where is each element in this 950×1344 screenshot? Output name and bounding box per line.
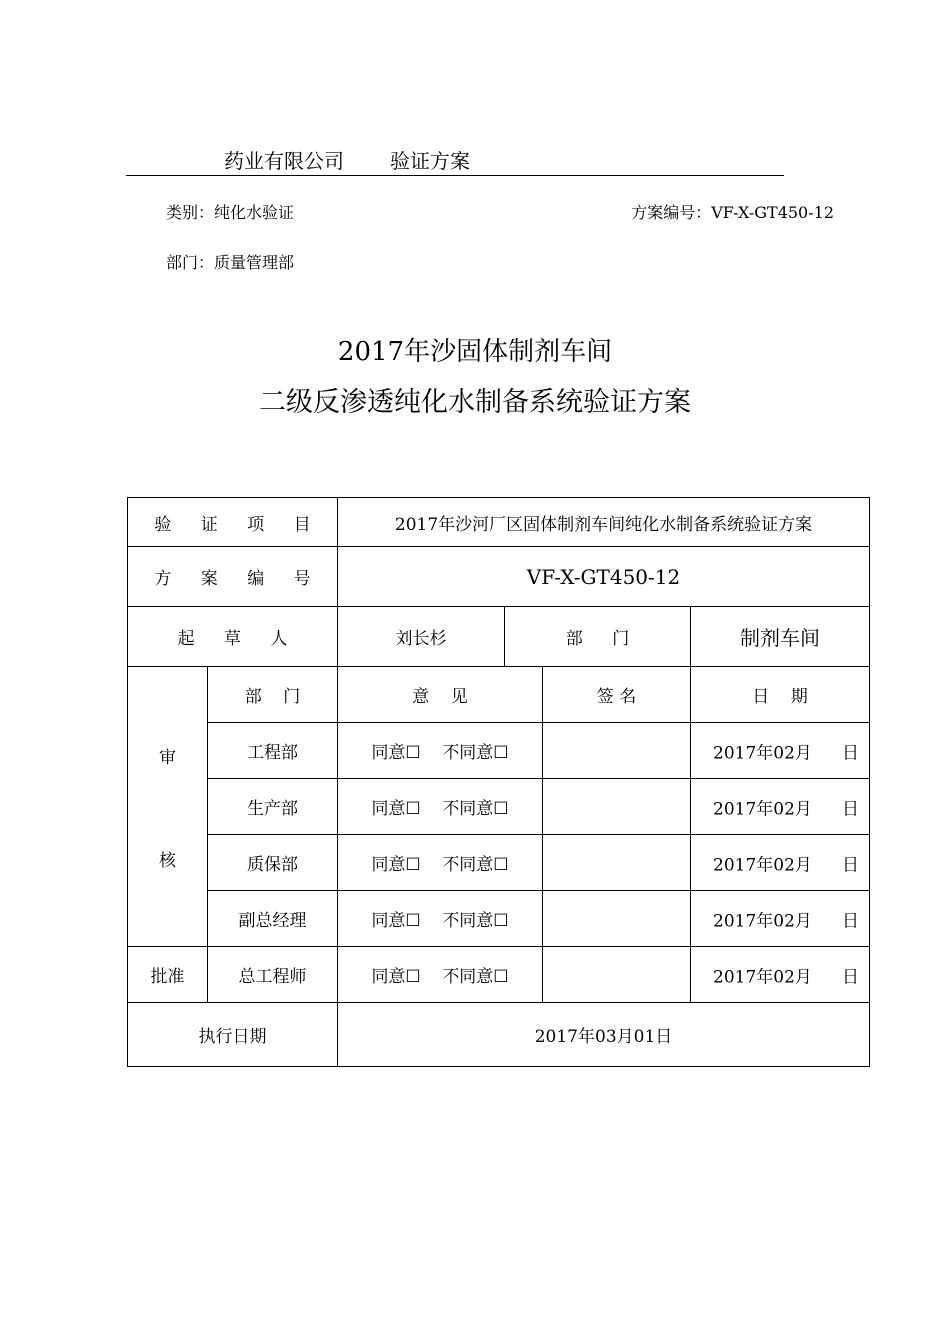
col-header-sign: 签 名	[543, 667, 691, 723]
document-header	[126, 148, 784, 176]
review-date	[691, 835, 870, 891]
review-date-value: 2017年02月	[713, 799, 812, 819]
review-signature[interactable]	[543, 723, 691, 779]
review-dept: 工程部	[208, 723, 338, 779]
disagree-checkbox[interactable]: 不同意☐	[442, 967, 509, 987]
drafter-row	[128, 607, 870, 667]
agree-checkbox[interactable]: 同意☐	[371, 743, 421, 763]
project-row	[128, 498, 870, 547]
exec-row	[128, 1003, 870, 1067]
review-date	[691, 723, 870, 779]
approve-date	[691, 947, 870, 1003]
review-label-2: 核	[159, 850, 176, 871]
review-date-day: 日	[842, 911, 860, 931]
review-opinion	[338, 723, 543, 779]
drafter-dept-value: 制剂车间	[691, 607, 870, 667]
code-row	[128, 547, 870, 607]
disagree-checkbox[interactable]: 不同意☐	[442, 911, 509, 931]
agree-checkbox[interactable]: 同意☐	[371, 799, 421, 819]
approve-date-day: 日	[842, 967, 860, 987]
review-date-value: 2017年02月	[713, 855, 812, 875]
code-label: 方 案 编 号	[128, 547, 338, 607]
drafter-dept-label: 部 门	[505, 607, 691, 667]
review-row	[128, 723, 870, 779]
drafter-label: 起 草 人	[128, 607, 338, 667]
disagree-checkbox[interactable]: 不同意☐	[442, 855, 509, 875]
approve-signature[interactable]	[543, 947, 691, 1003]
review-dept: 副总经理	[208, 891, 338, 947]
review-label-1: 审	[159, 747, 176, 768]
review-date-day: 日	[842, 799, 860, 819]
review-date-day: 日	[842, 855, 860, 875]
col-header-opinion: 意 见	[338, 667, 543, 723]
drafter-value: 刘长杉	[338, 607, 505, 667]
document-type: 验证方案	[390, 149, 470, 173]
review-row	[128, 891, 870, 947]
review-opinion	[338, 779, 543, 835]
review-date-value: 2017年02月	[713, 743, 812, 763]
review-dept: 质保部	[208, 835, 338, 891]
approval-form-table	[127, 497, 870, 1067]
agree-checkbox[interactable]: 同意☐	[371, 911, 421, 931]
review-row	[128, 779, 870, 835]
review-label-cell	[128, 667, 208, 947]
company-name: 药业有限公司	[224, 149, 344, 173]
document-title-line2: 二级反渗透纯化水制备系统验证方案	[259, 387, 691, 418]
exec-label: 执行日期	[128, 1003, 338, 1067]
approve-date-value: 2017年02月	[713, 967, 812, 987]
review-signature[interactable]	[543, 891, 691, 947]
document-title-line1: 2017年沙固体制剂车间	[337, 337, 613, 367]
project-label: 验 证 项 目	[128, 498, 338, 547]
col-header-date: 日 期	[691, 667, 870, 723]
review-row	[128, 835, 870, 891]
review-opinion	[338, 835, 543, 891]
department-label: 部门：质量管理部	[166, 253, 295, 272]
review-signature[interactable]	[543, 835, 691, 891]
agree-checkbox[interactable]: 同意☐	[371, 855, 421, 875]
plan-code-label: 方案编号：VF-X-GT450-12	[631, 203, 834, 222]
review-signature[interactable]	[543, 779, 691, 835]
review-opinion	[338, 891, 543, 947]
review-date-value: 2017年02月	[713, 911, 812, 931]
disagree-checkbox[interactable]: 不同意☐	[442, 743, 509, 763]
approve-opinion	[338, 947, 543, 1003]
agree-checkbox[interactable]: 同意☐	[371, 967, 421, 987]
review-date-day: 日	[842, 743, 860, 763]
approve-row	[128, 947, 870, 1003]
category-label: 类别：纯化水验证	[166, 203, 295, 222]
review-date	[691, 779, 870, 835]
review-date	[691, 891, 870, 947]
exec-value: 2017年03月01日	[338, 1003, 870, 1067]
code-value: VF-X-GT450-12	[338, 547, 870, 607]
review-header-row	[128, 667, 870, 723]
approve-dept: 总工程师	[208, 947, 338, 1003]
project-value: 2017年沙河厂区固体制剂车间纯化水制备系统验证方案	[338, 498, 870, 547]
disagree-checkbox[interactable]: 不同意☐	[442, 799, 509, 819]
review-dept: 生产部	[208, 779, 338, 835]
col-header-dept: 部 门	[208, 667, 338, 723]
approve-label: 批准	[128, 947, 208, 1003]
